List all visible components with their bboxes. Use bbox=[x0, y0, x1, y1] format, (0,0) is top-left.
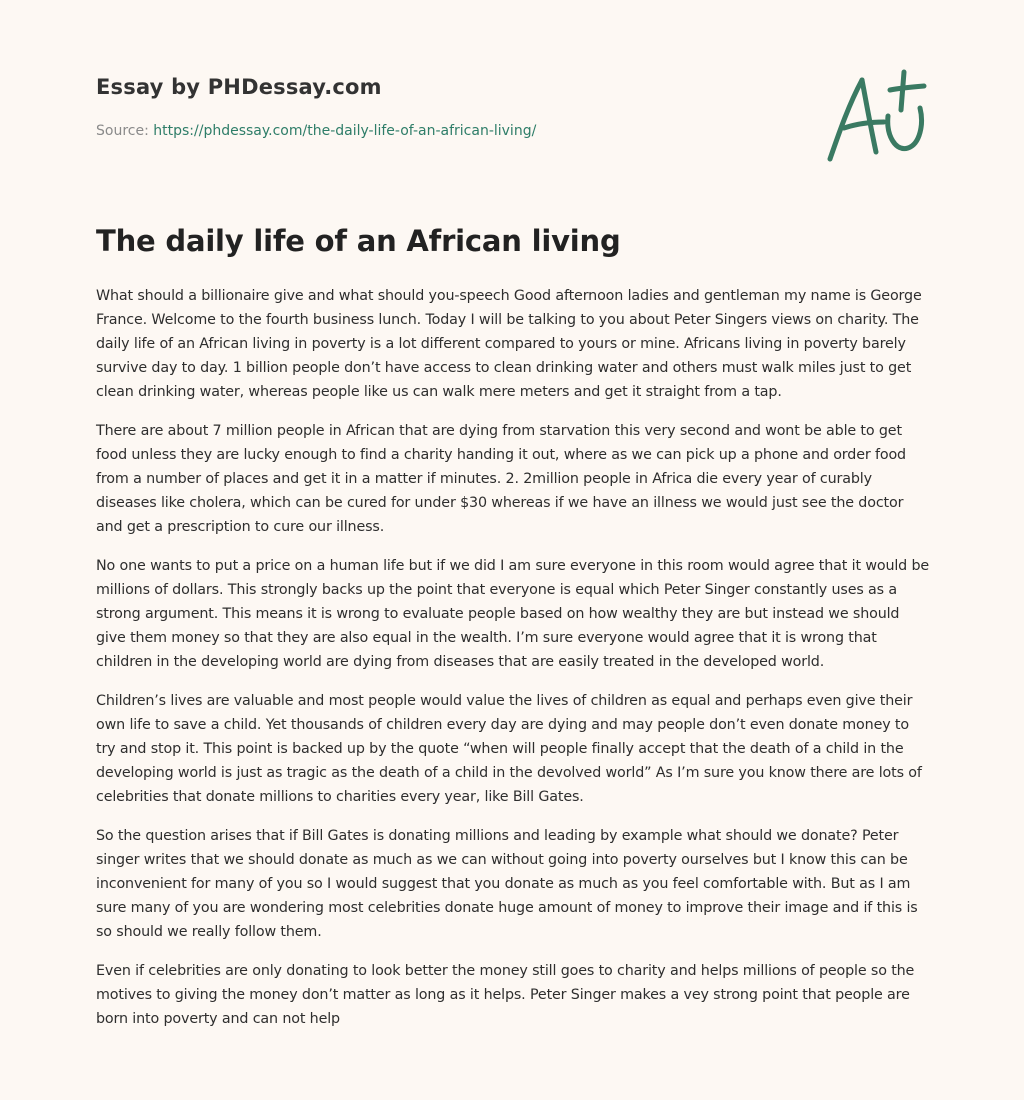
essay-paragraph: So the question arises that if Bill Gates is donating millions and leading by example what should we donate? Peter singer writes that we should donate as much as we can without going into poverty ourselves but I know this can be inconvenient for many of you so I would suggest that you donate as much as you feel comfortable with. But as I am sure many of you are wondering most celebrities donate huge amount of money to improve their image and if this is so should we really follow them. bbox=[96, 828, 918, 940]
essay-paragraph: Children’s lives are valuable and most people would value the lives of children as equal and perhaps even give their own life to save a child. Yet thousands of children every day are dying and may people don’t even donate money to try and stop it. This point is backed up by the quote “when will people finally accept that the death of a child in the developing world is just as tragic as the death of a child in the devolved world” As I’m sure you know there are lots of celebrities that donate millions to charities every year, like Bill Gates. bbox=[96, 693, 922, 805]
essay-paragraph: Even if celebrities are only donating to look better the money still goes to charity and helps millions of people so the motives to giving the money don’t matter as long as it helps. Peter Singer makes a vey strong point that people are born into poverty and can not help bbox=[96, 963, 915, 1027]
essay-paragraph: There are about 7 million people in African that are dying from starvation this very second and wont be able to get food unless they are lucky enough to find a charity handing it out, where as we can pick up a phone and order food from a number of places and get it in a matter if minutes. 2. 2million people in Africa die every year of curably diseases like cholera, which can be cured for under $30 whereas if we have an illness we would just see the doctor and get a prescription to cure our illness. bbox=[96, 423, 906, 535]
essay-paragraph: What should a billionaire give and what should you-speech Good afternoon ladies and gentleman my name is George France. Welcome to the fourth business lunch. Today I will be talking to you about Peter Singers views on charity. The daily life of an African living in poverty is a lot different compared to yours or mine. Africans living in poverty barely survive day to day. 1 billion people don’t have access to clean drinking water and others must walk miles just to get clean drinking water, whereas people like us can walk mere meters and get it straight from a tap. bbox=[96, 288, 922, 400]
source-link[interactable]: https://phdessay.com/the-daily-life-of-an-african-living/ bbox=[153, 123, 537, 139]
a-plus-grade-icon bbox=[820, 66, 930, 166]
essay-body bbox=[96, 284, 932, 1046]
essay-title: The daily life of an African living bbox=[96, 224, 621, 258]
essay-paragraph: No one wants to put a price on a human life but if we did I am sure everyone in this room would agree that it would be millions of dollars. This strongly backs up the point that everyone is equal which Peter Singer constantly uses as a strong argument. This means it is wrong to evaluate people based on how wealthy they are but instead we should give them money so that they are also equal in the wealth. I’m sure everyone would agree that it is wrong that children in the developing world are dying from diseases that are easily treated in the developed world. bbox=[96, 558, 930, 670]
source-label: Source: bbox=[96, 123, 149, 139]
source-line bbox=[96, 123, 936, 139]
site-brand: Essay by PHDessay.com bbox=[96, 75, 382, 99]
page-header bbox=[96, 75, 936, 175]
